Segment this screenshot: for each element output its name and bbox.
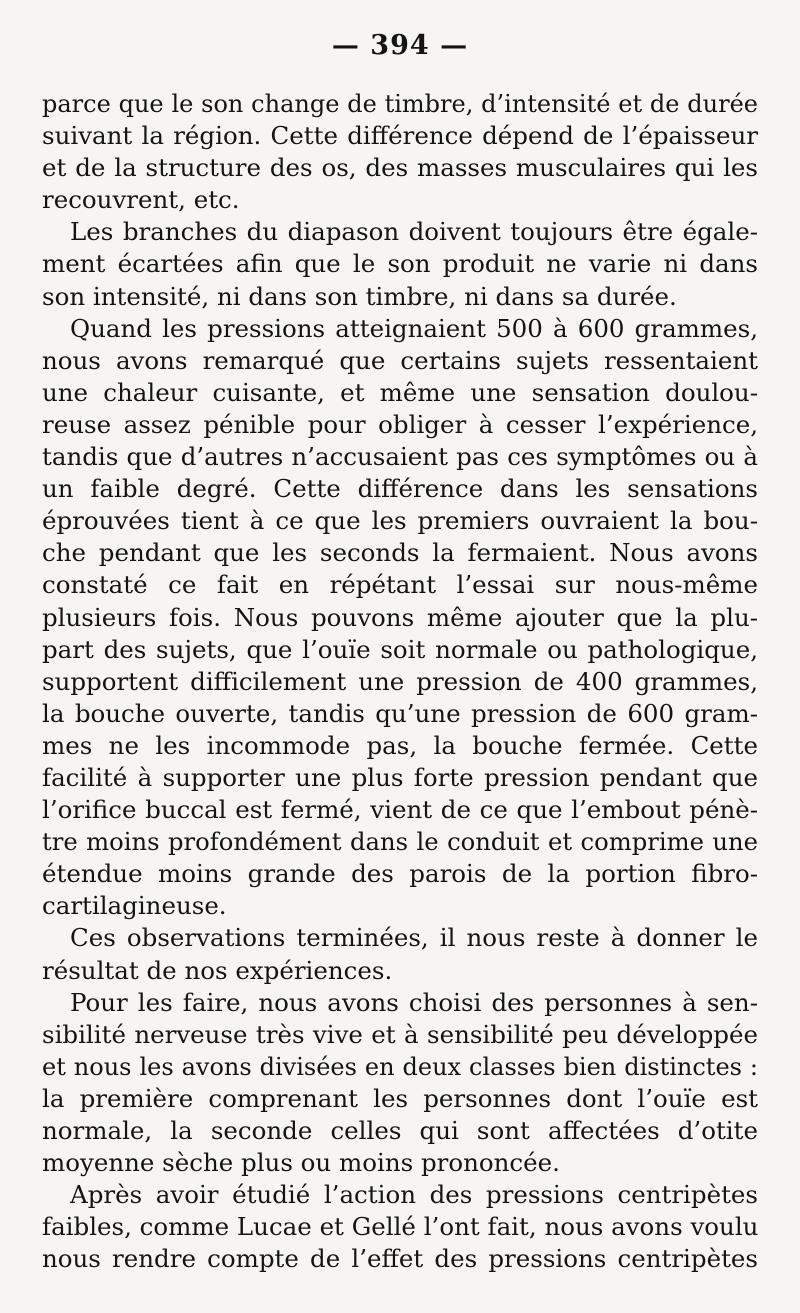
text-line: sibilité nerveuse très vive et à sensibilité peu développée xyxy=(42,1019,758,1049)
text-line: et nous les avons divisées en deux classes bien distinctes : xyxy=(42,1052,758,1081)
text-line: la première comprenant les personnes dont l’ouïe est xyxy=(42,1083,758,1113)
paragraph-6 xyxy=(42,1179,758,1275)
text-line: Quand les pressions atteignaient 500 à 600 grammes, xyxy=(70,313,758,343)
text-line: che pendant que les seconds la fermaient. Nous avons xyxy=(42,538,758,568)
text-line: nous rendre compte de l’effet des pressions centripètes xyxy=(42,1244,758,1274)
text-line: et de la structure des os, des masses musculaires qui les xyxy=(42,153,758,183)
body-text xyxy=(42,88,758,1275)
text-line: l’orifice buccal est fermé, vient de ce que l’embout pénè- xyxy=(42,795,758,825)
text-line: nous avons remarqué que certains sujets ressentaient xyxy=(42,345,758,375)
text-line: parce que le son change de timbre, d’intensité et de durée xyxy=(42,90,758,118)
text-line: résultat de nos expériences. xyxy=(42,955,393,985)
text-line: supportent difficilement une pression de 400 grammes, xyxy=(42,666,758,696)
text-line: Après avoir étudié l’action des pressions centripètes xyxy=(70,1180,758,1210)
paragraph-2 xyxy=(42,216,758,312)
text-line: recouvrent, etc. xyxy=(42,185,240,215)
text-line: reuse assez pénible pour obliger à cesser l’expérience, xyxy=(42,409,758,439)
text-line: mes ne les incommode pas, la bouche fermée. Cette xyxy=(42,730,758,760)
text-line: étendue moins grande des parois de la portion fibro- xyxy=(42,859,758,889)
paragraph-3 xyxy=(42,313,758,923)
text-line: facilité à supporter une plus forte pression pendant que xyxy=(42,762,758,792)
text-line: son intensité, ni dans son timbre, ni dans sa durée. xyxy=(42,281,677,311)
text-line: part des sujets, que l’ouïe soit normale ou pathologique, xyxy=(42,634,758,664)
page-number: — 394 — xyxy=(331,30,469,61)
text-line: Les branches du diapason doivent toujours être égale- xyxy=(70,217,758,247)
text-line: une chaleur cuisante, et même une sensation doulou- xyxy=(42,377,758,407)
paragraph-1 xyxy=(42,88,758,216)
paragraph-5 xyxy=(42,987,758,1180)
text-line: moyenne sèche plus ou moins prononcée. xyxy=(42,1148,560,1178)
text-line: tandis que d’autres n’accusaient pas ces symptômes ou à xyxy=(42,442,758,472)
text-line: Pour les faire, nous avons choisi des personnes à sen- xyxy=(70,987,758,1017)
text-line: suivant la région. Cette différence dépend de l’épaisseur xyxy=(42,121,758,151)
text-line: Ces observations terminées, il nous reste à donner le xyxy=(70,923,758,953)
text-line: tre moins profondément dans le conduit et comprime une xyxy=(42,827,758,857)
text-line: la bouche ouverte, tandis qu’une pression de 600 gram- xyxy=(42,698,758,728)
text-line: ment écartées afin que le son produit ne varie ni dans xyxy=(42,249,758,279)
text-line: cartilagineuse. xyxy=(42,891,227,921)
text-line: constaté ce fait en répétant l’essai sur nous-même xyxy=(42,570,758,600)
text-line: éprouvées tient à ce que les premiers ouvraient la bou- xyxy=(42,506,758,536)
text-line: faibles, comme Lucae et Gellé l’ont fait, nous avons voulu xyxy=(42,1212,758,1242)
text-line: normale, la seconde celles qui sont affectées d’otite xyxy=(42,1116,758,1145)
text-line: un faible degré. Cette différence dans les sensations xyxy=(42,474,758,504)
text-line: plusieurs fois. Nous pouvons même ajouter que la plu- xyxy=(42,602,758,632)
paragraph-4 xyxy=(42,922,758,986)
